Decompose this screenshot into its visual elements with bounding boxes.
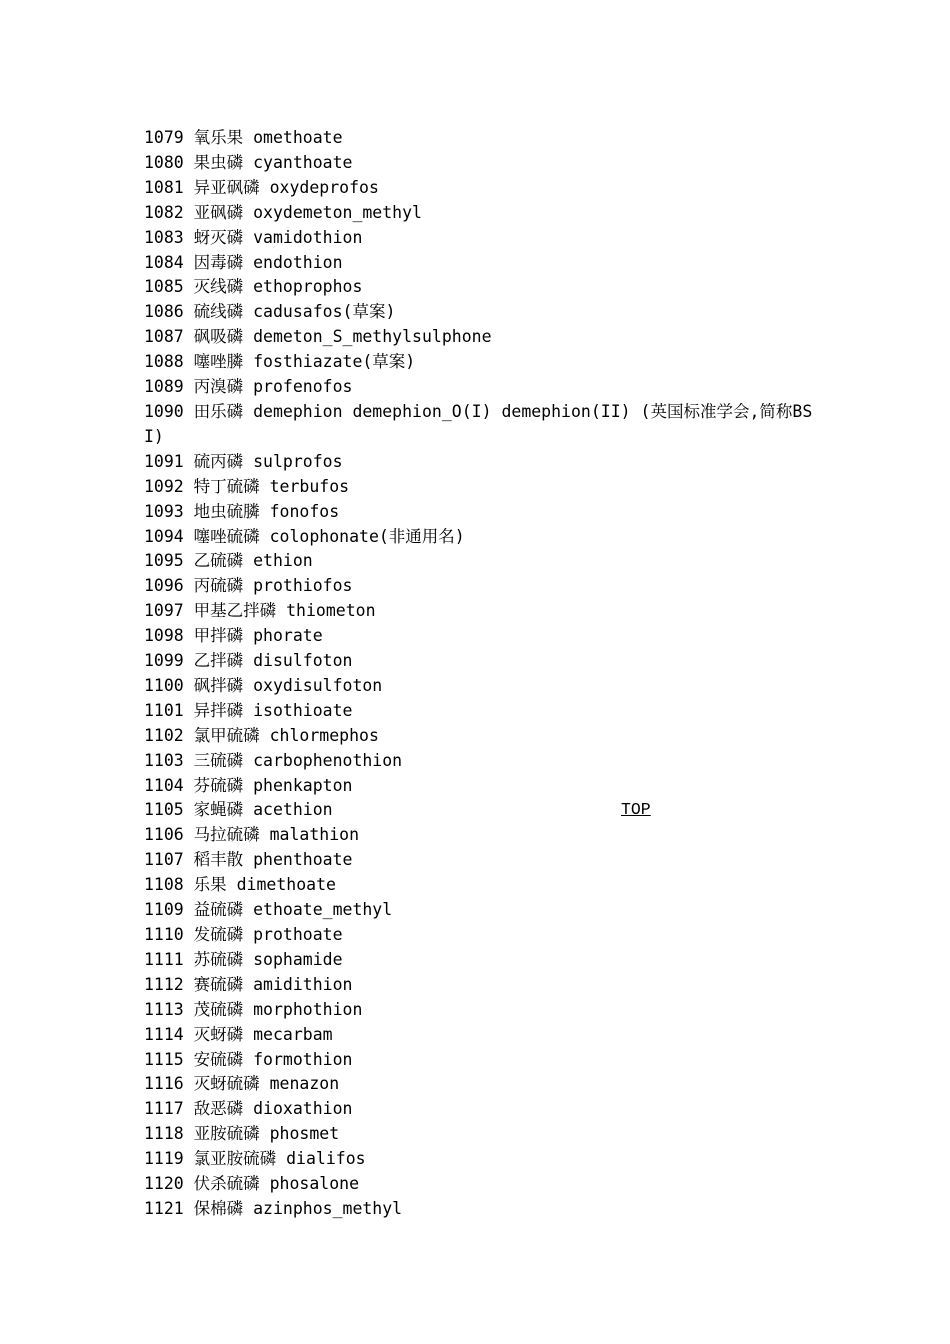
list-item: 1087 砜吸磷 demeton_S_methylsulphone bbox=[144, 327, 492, 347]
list-item: 1121 保棉磷 azinphos_methyl bbox=[144, 1198, 403, 1218]
list-item: 1094 噻唑硫磷 colophonate(非通用名) bbox=[144, 526, 465, 546]
list-item: 1116 灭蚜硫磷 menazon bbox=[144, 1074, 340, 1094]
list-item: 1079 氧乐果 omethoate bbox=[144, 128, 343, 147]
list-item: 1080 果虫磷 cyanthoate bbox=[144, 152, 353, 172]
pesticide-list bbox=[144, 126, 824, 1222]
list-item: 1110 发硫磷 prothoate bbox=[144, 925, 343, 944]
list-item: 1113 茂硫磷 morphothion bbox=[144, 999, 363, 1019]
list-item: 1107 稻丰散 phenthoate bbox=[144, 850, 353, 870]
list-item: 1117 敌恶磷 dioxathion bbox=[144, 1099, 353, 1119]
list-item: 1112 赛硫磷 amidithion bbox=[144, 974, 353, 994]
list-item: 1085 灭线磷 ethoprophos bbox=[144, 277, 363, 297]
list-item: 1115 安硫磷 formothion bbox=[144, 1049, 353, 1069]
list-item: 1084 因毒磷 endothion bbox=[144, 252, 343, 272]
list-item: 1092 特丁硫磷 terbufos bbox=[144, 476, 350, 496]
list-item: 1081 异亚砜磷 oxydeprofos bbox=[144, 177, 379, 197]
list-item: 1108 乐果 dimethoate bbox=[144, 875, 336, 895]
list-item: 1106 马拉硫磷 malathion bbox=[144, 825, 360, 845]
list-item: 1104 芬硫磷 phenkapton bbox=[144, 775, 353, 795]
list-item: 1114 灭蚜磷 mecarbam bbox=[144, 1024, 333, 1044]
list-item: 1083 蚜灭磷 vamidothion bbox=[144, 227, 363, 247]
list-item: 1103 三硫磷 carbophenothion bbox=[144, 750, 403, 770]
list-item: 1120 伏杀硫磷 phosalone bbox=[144, 1174, 360, 1194]
list-item: 1091 硫丙磷 sulprofos bbox=[144, 451, 343, 471]
list-item: 1090 田乐磷 demephion demephion_O(I) demephion(II) (英国标准学会,简称BSI) bbox=[144, 401, 813, 446]
list-item: 1098 甲拌磷 phorate bbox=[144, 626, 323, 646]
list-item: 1118 亚胺硫磷 phosmet bbox=[144, 1124, 340, 1144]
list-item: 1100 砜拌磷 oxydisulfoton bbox=[144, 675, 383, 695]
list-item: 1099 乙拌磷 disulfoton bbox=[144, 651, 353, 671]
list-item: 1102 氯甲硫磷 chlormephos bbox=[144, 725, 379, 745]
list-item: 1096 丙硫磷 prothiofos bbox=[144, 576, 353, 596]
list-item: 1093 地虫硫膦 fonofos bbox=[144, 501, 340, 521]
list-item: 1101 异拌磷 isothioate bbox=[144, 700, 353, 720]
list-item: 1088 噻唑膦 fosthiazate(草案) bbox=[144, 352, 416, 372]
list-item: 1086 硫线磷 cadusafos(草案) bbox=[144, 302, 396, 322]
list-item: 1111 苏硫磷 sophamide bbox=[144, 949, 343, 969]
list-item: 1109 益硫磷 ethoate_methyl bbox=[144, 900, 393, 920]
list-item: 1082 亚砜磷 oxydemeton_methyl bbox=[144, 202, 422, 222]
list-item: 1105 家蝇磷 acethion bbox=[144, 800, 333, 820]
list-item: 1097 甲基乙拌磷 thiometon bbox=[144, 601, 376, 621]
list-item: 1089 丙溴磷 profenofos bbox=[144, 377, 353, 397]
top-link[interactable]: TOP bbox=[621, 800, 651, 819]
list-item: 1119 氯亚胺硫磷 dialifos bbox=[144, 1149, 366, 1169]
list-item: 1095 乙硫磷 ethion bbox=[144, 551, 313, 571]
